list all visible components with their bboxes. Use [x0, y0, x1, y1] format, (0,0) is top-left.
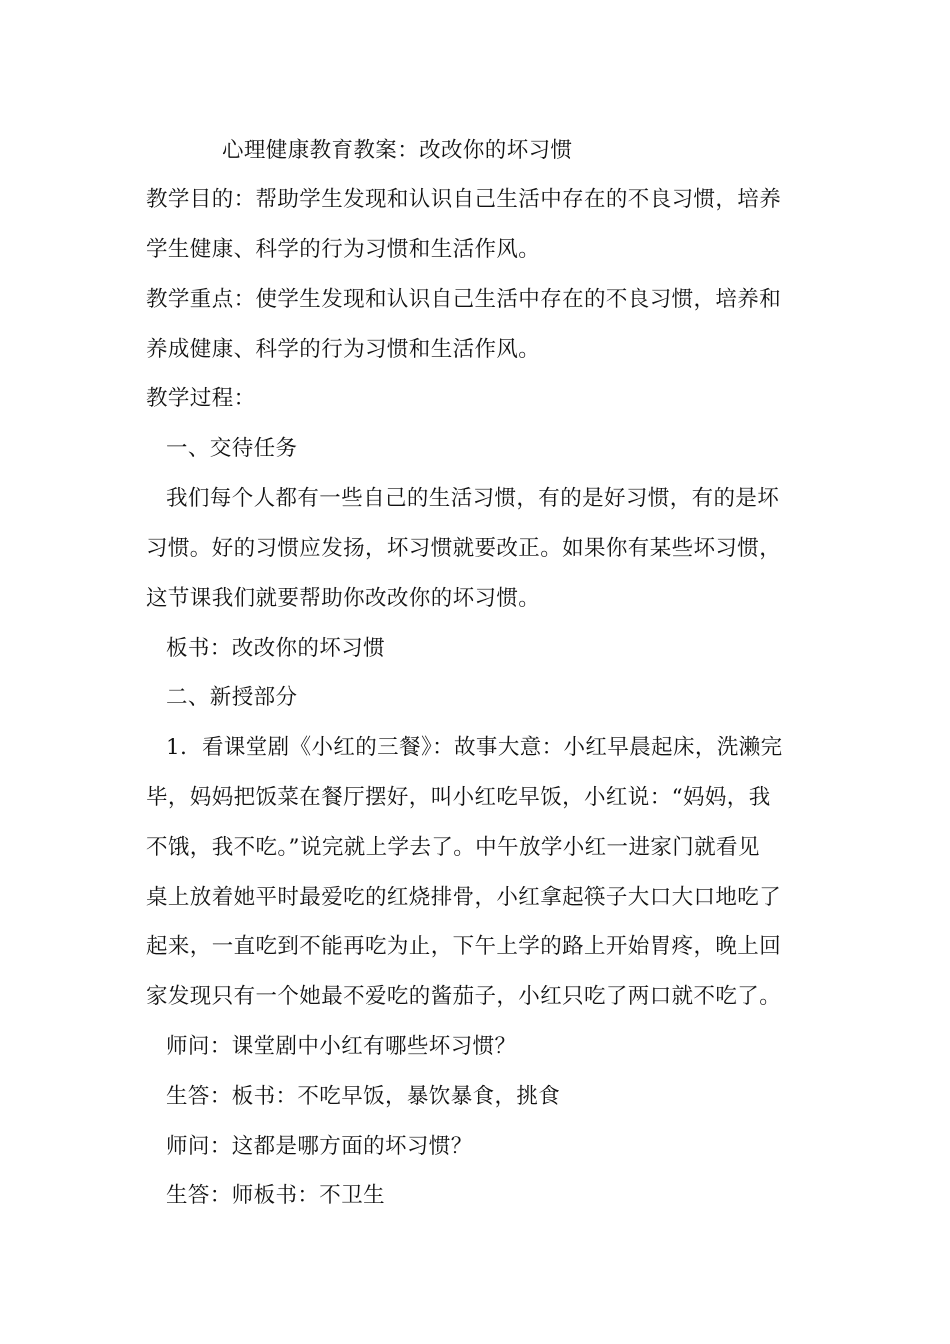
paragraph-line: 师问：课堂剧中小红有哪些坏习惯？	[166, 1034, 517, 1059]
paragraph-line: 起来，一直吃到不能再吃为止，下午上学的路上开始胃疼，晚上回	[146, 934, 782, 959]
paragraph-line: 家发现只有一个她最不爱吃的酱茄子，小红只吃了两口就不吃了。	[146, 984, 782, 1009]
paragraph-line: 不饿，我不吃。”说完就上学去了。中午放学小红一进家门就看见	[146, 835, 760, 860]
paragraph-line: 这节课我们就要帮助你改改你的坏习惯。	[146, 586, 541, 611]
paragraph-line: 养成健康、科学的行为习惯和生活作风。	[146, 337, 541, 362]
document-title: 心理健康教育教案：改改你的坏习惯	[222, 138, 573, 163]
paragraph-line: 教学重点：使学生发现和认识自己生活中存在的不良习惯，培养和	[146, 287, 782, 312]
paragraph-line: 板书：改改你的坏习惯	[166, 636, 386, 661]
paragraph-line: 生答：板书：不吃早饭，暴饮暴食，挑食	[166, 1084, 561, 1109]
paragraph-line: 桌上放着她平时最爱吃的红烧排骨，小红拿起筷子大口大口地吃了	[146, 885, 782, 910]
paragraph-line: 教学过程：	[146, 386, 256, 411]
paragraph-line: 师问：这都是哪方面的坏习惯？	[166, 1134, 473, 1159]
section-heading: 一、交待任务	[166, 436, 298, 461]
paragraph-line: 学生健康、科学的行为习惯和生活作风。	[146, 237, 541, 262]
paragraph-line: 毕，妈妈把饭菜在餐厅摆好，叫小红吃早饭，小红说：“妈妈，我	[146, 785, 771, 810]
paragraph-line: 教学目的：帮助学生发现和认识自己生活中存在的不良习惯，培养	[146, 187, 782, 212]
paragraph-line: 我们每个人都有一些自己的生活习惯，有的是好习惯，有的是坏	[166, 486, 780, 511]
section-heading: 二、新授部分	[166, 685, 298, 710]
paragraph-line: 生答：师板书：不卫生	[166, 1183, 386, 1208]
paragraph-line: 习惯。好的习惯应发扬，坏习惯就要改正。如果你有某些坏习惯，	[146, 536, 782, 561]
paragraph-line: 1．看课堂剧《小红的三餐》：故事大意：小红早晨起床，洗濑完	[166, 735, 783, 760]
